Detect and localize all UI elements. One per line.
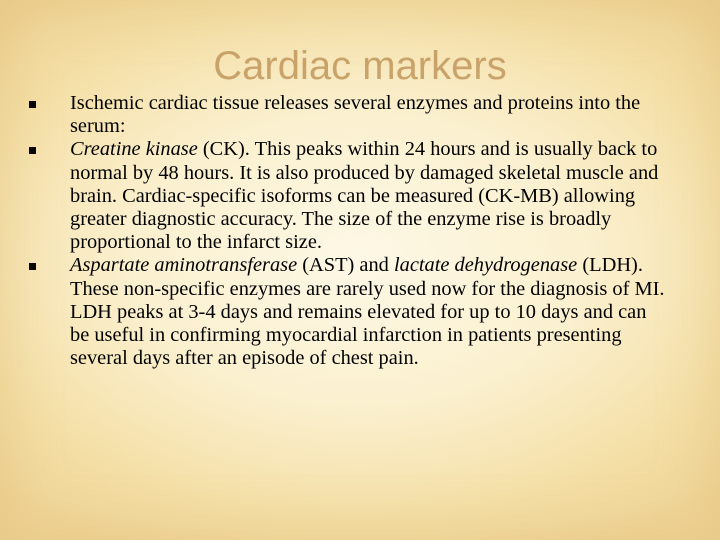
bullet-text: (AST) and <box>297 254 394 277</box>
bullet-text: Ischemic cardiac tissue releases several enzymes and proteins into the serum: <box>70 92 641 138</box>
bullet-text: (LDH). These non-specific enzymes are rarely used now for the diagnosis of MI. LDH peaks at 3-4 days and remains elevated for up to 10 days and can be useful in confirming myocardial infarction in patients presenting several days after an episode of chest pain. <box>70 254 665 370</box>
square-bullet-icon <box>29 147 36 154</box>
term-creatine-kinase: Creatine kinase <box>70 138 198 161</box>
bullet-item <box>20 138 670 254</box>
term-lactate-dehydrogenase: lactate dehydrogenase <box>393 254 578 277</box>
bullet-item <box>20 254 670 370</box>
bullet-item <box>20 92 670 138</box>
slide-title: Cardiac markers <box>213 44 507 88</box>
bullet-text: (CK). This peaks within 24 hours and is usually back to normal by 48 hours. It is also produced by damaged skeletal muscle and brain. Cardiac-specific isoforms can be measured (CK-MB) allowing greater diagnostic accuracy. The size of the enzyme rise is broadly proportional to the infarct size. <box>70 138 659 254</box>
term-aspartate-aminotransferase: Aspartate aminotransferase <box>70 254 298 277</box>
bullet-list <box>20 92 670 370</box>
square-bullet-icon <box>29 101 36 108</box>
square-bullet-icon <box>29 263 36 270</box>
